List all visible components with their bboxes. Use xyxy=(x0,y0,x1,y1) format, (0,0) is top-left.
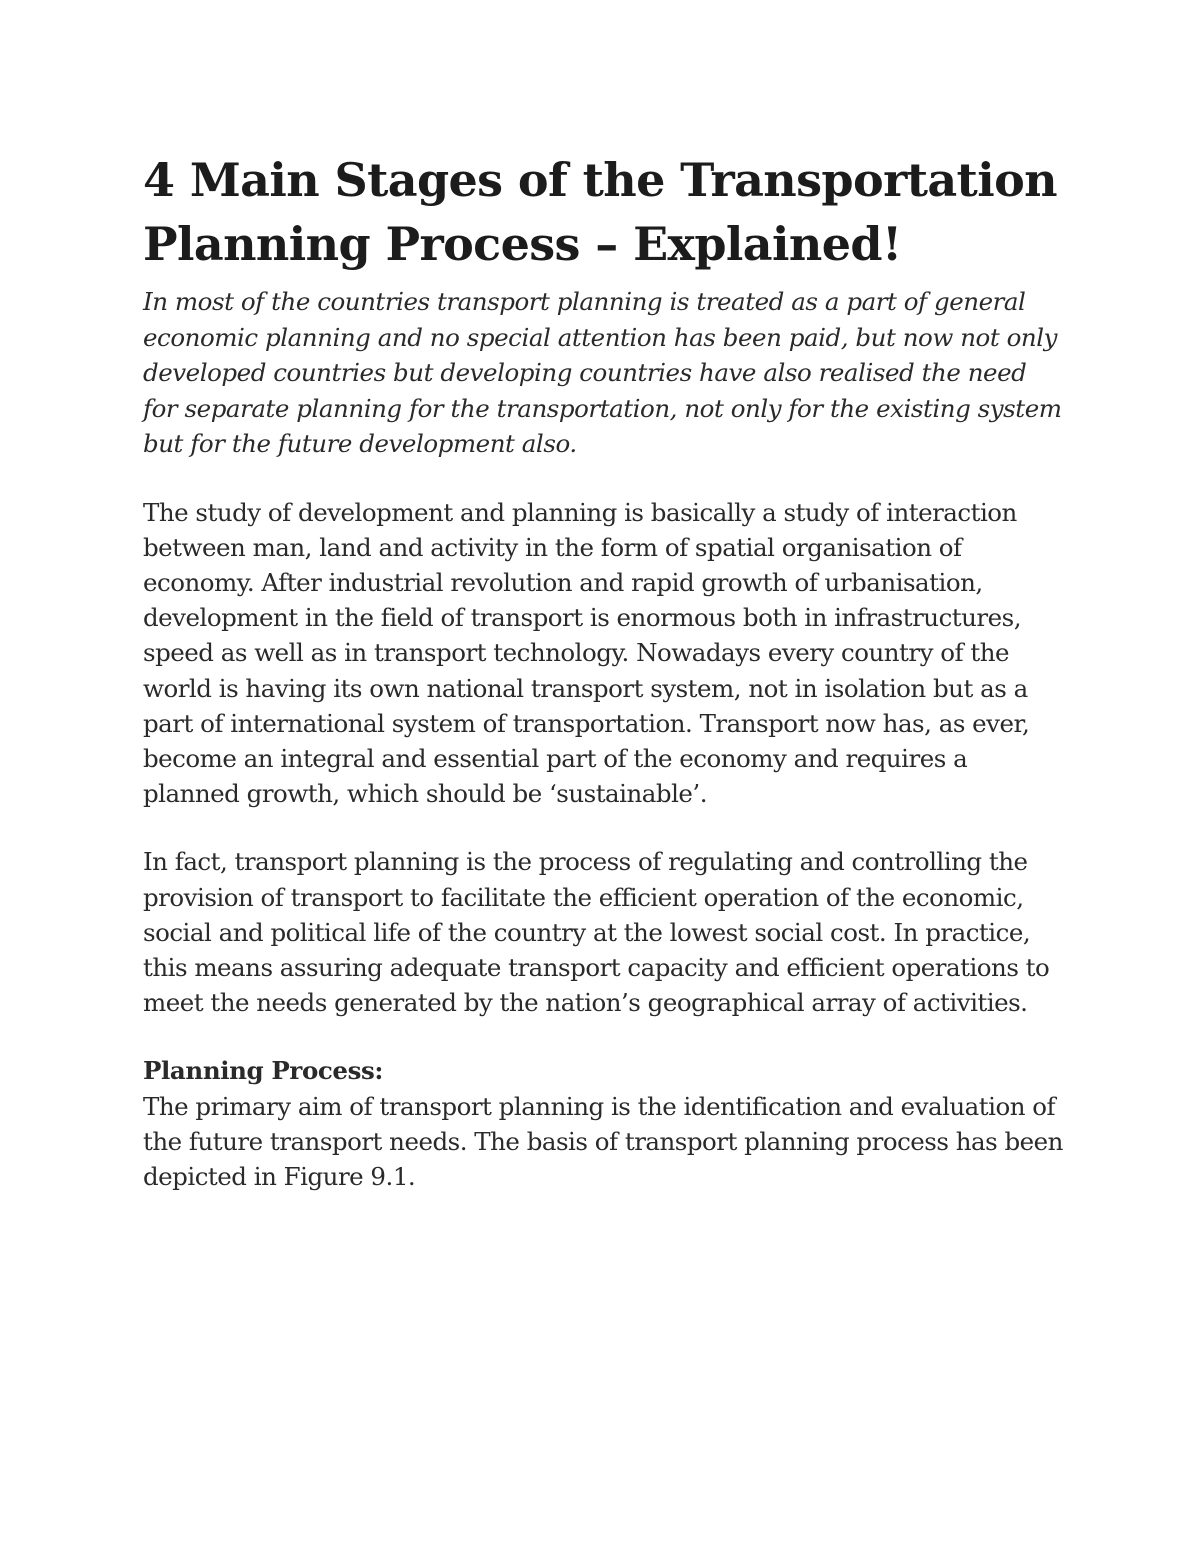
intro-paragraph: In most of the countries transport planning is treated as a part of general economic planning and no special attention has been paid, but now not only developed countries but developing countries have also realised the need for separate planning for the transportation, not only for the existing system but for the future development also. xyxy=(143,287,1062,458)
section-body-paragraph: The primary aim of transport planning is the identification and evaluation of the future transport needs. The basis of transport planning process has been depicted in Figure 9.1. xyxy=(143,1091,1063,1191)
section-heading: Planning Process: xyxy=(143,1056,384,1086)
body-paragraph-2: In fact, transport planning is the process of regulating and controlling the provision of transport to facilitate the efficient operation of the economic, social and political life of the country at the lowest social cost. In practice, this means assuring adequate transport capacity and efficient operations to meet the needs generated by the nation’s geographical array of activities. xyxy=(143,847,1050,1018)
document-page xyxy=(143,148,1063,1194)
page-title: 4 Main Stages of the Transportation Planning Process – Explained! xyxy=(143,153,1058,271)
body-paragraph-1: The study of development and planning is basically a study of interaction between man, land and activity in the form of spatial organisation of economy. After industrial revolution and rapid growth of urbanisation, development in the field of transport is enormous both in infrastructures, speed as well as in transport technology. Nowadays every country of the world is having its own national transport system, not in isolation but as a part of international system of transportation. Transport now has, as ever, become an integral and essential part of the economy and requires a planned growth, which should be ‘sustainable’. xyxy=(143,497,1030,809)
